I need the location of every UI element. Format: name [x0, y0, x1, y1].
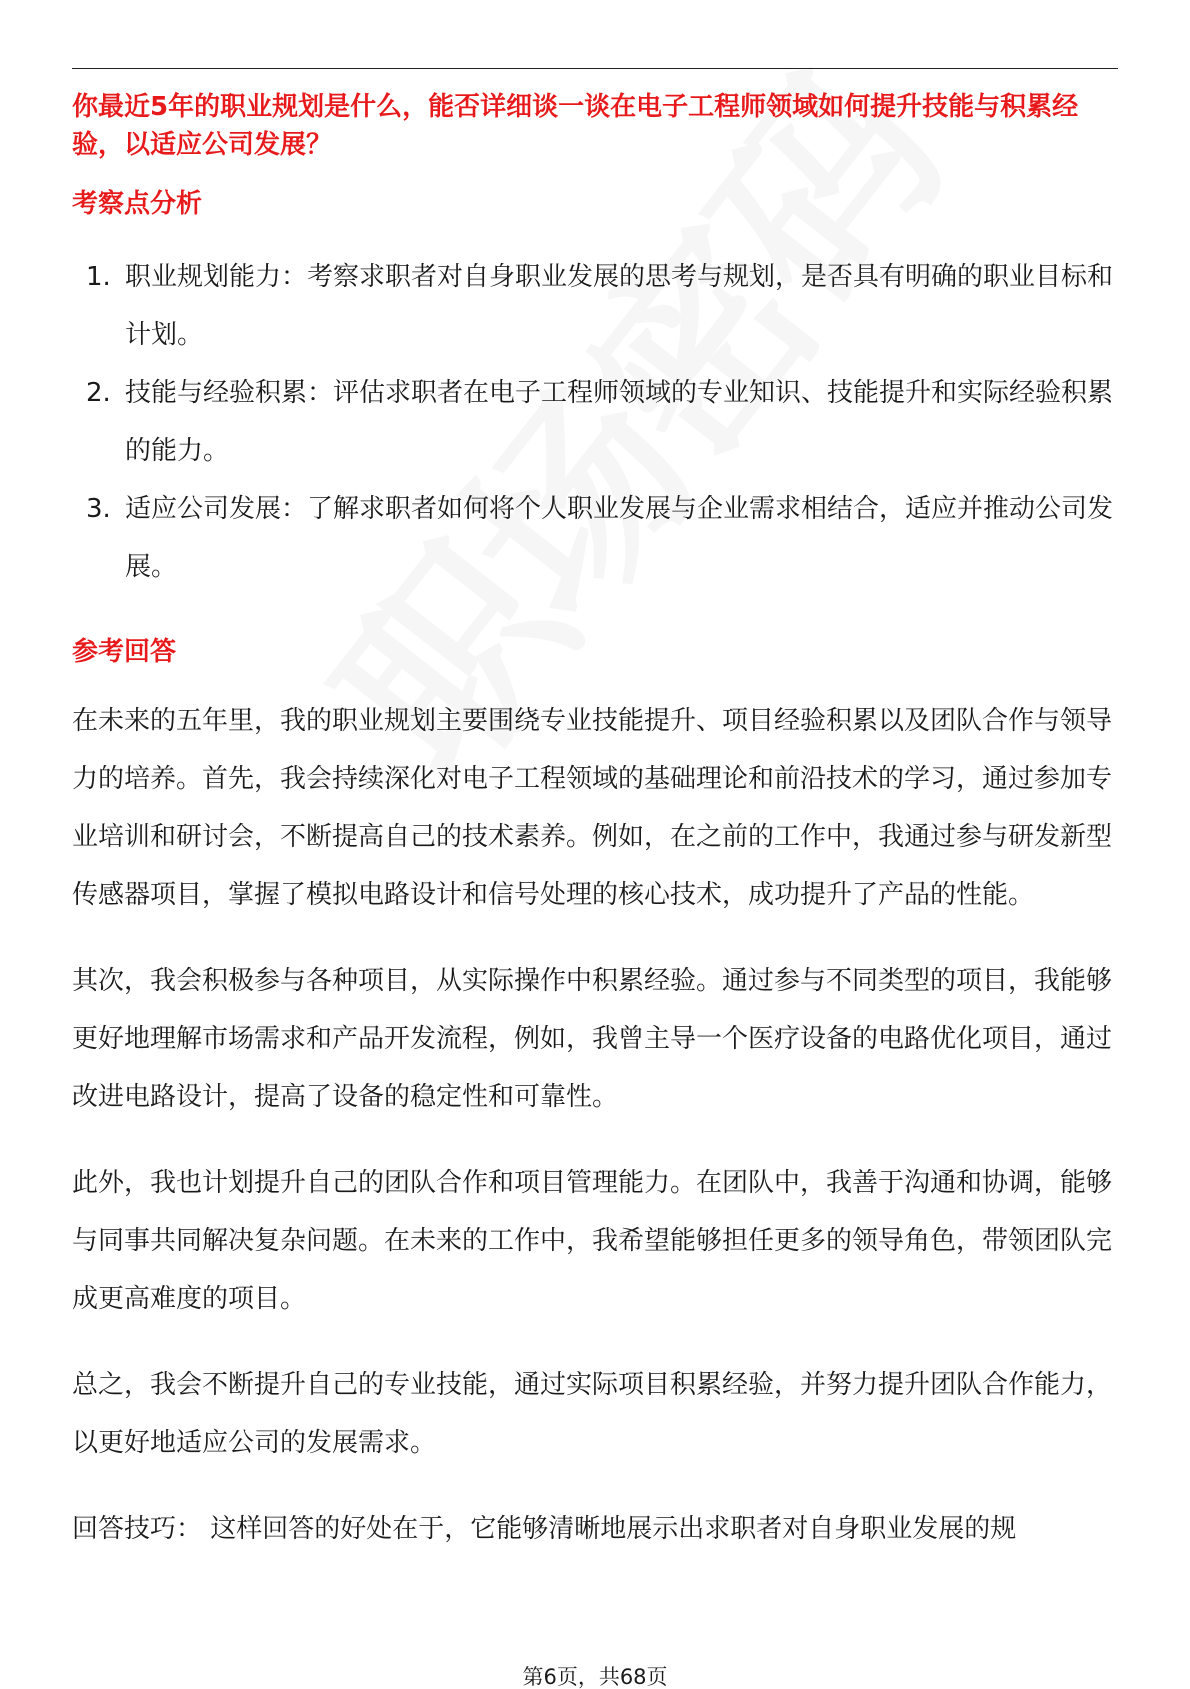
question-title: 你最近5年的职业规划是什么，能否详细谈一谈在电子工程师领域如何提升技能与积累经验，以适应公司发展？	[72, 92, 1079, 160]
analysis-points	[72, 248, 1120, 596]
answer-paragraph: 总之，我会不断提升自己的专业技能，通过实际项目积累经验，并努力提升团队合作能力，以更好地适应公司的发展需求。	[72, 1370, 1113, 1458]
point-text: 职业规划能力：考察求职者对自身职业发展的思考与规划，是否具有明确的职业目标和计划。	[125, 262, 1114, 350]
page-number: 第6页，共68页	[522, 1665, 668, 1689]
analysis-point	[72, 364, 1120, 480]
analysis-heading: 考察点分析	[72, 189, 203, 219]
page-content	[72, 88, 1120, 1558]
analysis-point	[72, 248, 1120, 364]
answer-tip: 回答技巧： 这样回答的好处在于，它能够清晰地展示出求职者对自身职业发展的规	[72, 1514, 1017, 1544]
point-number: 1.	[86, 262, 111, 292]
point-number: 2.	[86, 378, 111, 408]
point-number: 3.	[86, 494, 111, 524]
point-text: 技能与经验积累：评估求职者在电子工程师领域的专业知识、技能提升和实际经验积累的能力。	[125, 378, 1114, 466]
answer-paragraph: 在未来的五年里，我的职业规划主要围绕专业技能提升、项目经验积累以及团队合作与领导力的培养。首先，我会持续深化对电子工程领域的基础理论和前沿技术的学习，通过参加专业培训和研讨会，不断提高自己的技术素养。例如，在之前的工作中，我通过参与研发新型传感器项目，掌握了模拟电路设计和信号处理的核心技术，成功提升了产品的性能。	[72, 706, 1113, 910]
point-text: 适应公司发展：了解求职者如何将个人职业发展与企业需求相结合，适应并推动公司发展。	[125, 494, 1114, 582]
answer-heading: 参考回答	[72, 637, 177, 667]
answer-paragraph: 此外，我也计划提升自己的团队合作和项目管理能力。在团队中，我善于沟通和协调，能够与同事共同解决复杂问题。在未来的工作中，我希望能够担任更多的领导角色，带领团队完成更高难度的项目。	[72, 1168, 1113, 1314]
answer-paragraph: 其次，我会积极参与各种项目，从实际操作中积累经验。通过参与不同类型的项目，我能够更好地理解市场需求和产品开发流程，例如，我曾主导一个医疗设备的电路优化项目，通过改进电路设计，提高了设备的稳定性和可靠性。	[72, 966, 1113, 1112]
header-rule	[72, 68, 1118, 69]
analysis-point	[72, 480, 1120, 596]
